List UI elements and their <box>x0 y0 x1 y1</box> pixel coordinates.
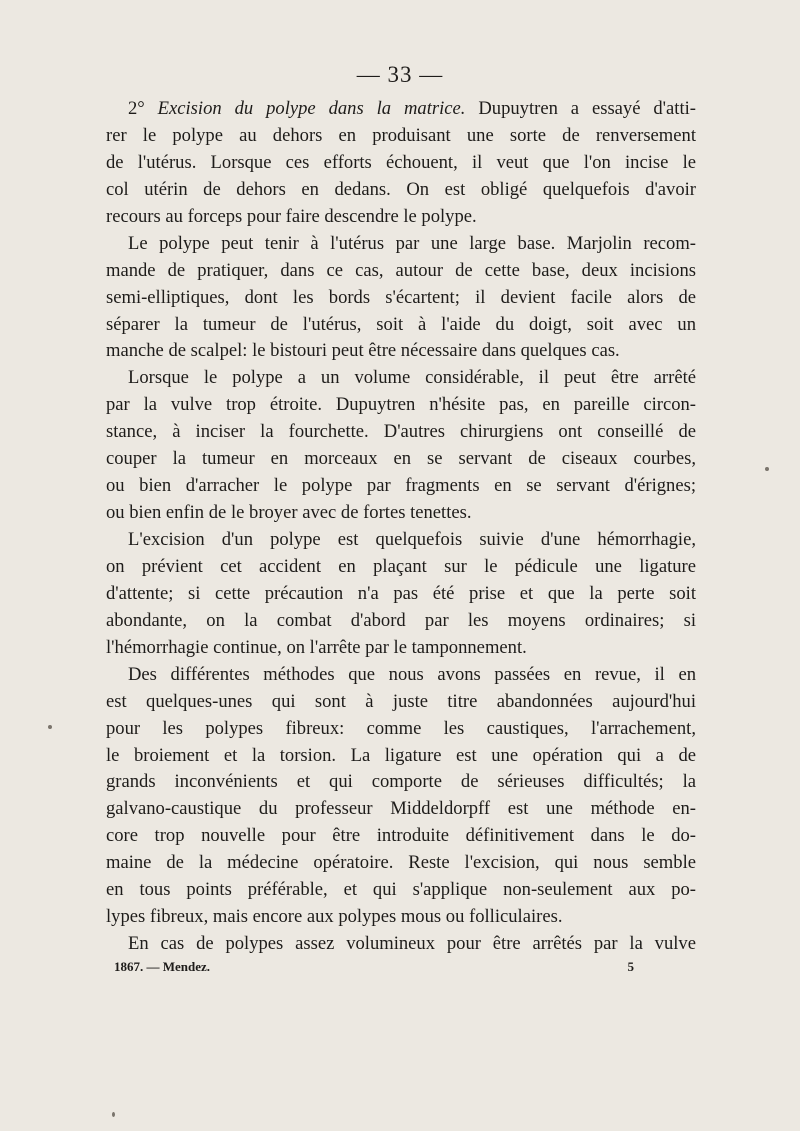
text-line: galvano-caustique du professeur Middeldorpff est une méthode en- <box>106 798 696 820</box>
text-line: recours au forceps pour faire descendre le polype. <box>106 205 477 227</box>
text-line: maine de la médecine opératoire. Reste l'excision, qui nous semble <box>106 852 696 874</box>
text-line: couper la tumeur en morceaux en se servant de ciseaux courbes, <box>106 448 696 470</box>
footer-sheet-number: 5 <box>627 959 634 974</box>
text-line: mande de pratiquer, dans ce cas, autour de cette base, deux incisions <box>106 259 696 281</box>
footer-signature: 1867. — Mendez. <box>114 959 211 974</box>
body-text <box>106 96 696 958</box>
text-line: Lorsque le polype a un volume considérable, il peut être arrêté <box>128 367 696 389</box>
section-heading-italic: Excision du polype dans la matrice. <box>157 98 466 119</box>
text-line: rer le polype au dehors en produisant une sorte de renversement <box>106 124 696 146</box>
text-line: Le polype peut tenir à l'utérus par une large base. Marjolin recom- <box>128 232 696 254</box>
text-line: on prévient cet accident en plaçant sur le pédicule une ligature <box>106 555 696 577</box>
text-line: stance, à inciser la fourchette. D'autres chirurgiens ont conseillé de <box>106 421 696 443</box>
text-line: en tous points préférable, et qui s'applique non-seulement aux po- <box>106 879 696 901</box>
text-line: d'attente; si cette précaution n'a pas été prise et que la perte soit <box>106 582 696 604</box>
text-line: col utérin de dehors en dedans. On est obligé quelquefois d'avoir <box>106 178 696 200</box>
text-line: de l'utérus. Lorsque ces efforts échouent, il veut que l'on incise le <box>106 151 696 173</box>
text-line: L'excision d'un polype est quelquefois suivie d'une hémorrhagie, <box>128 529 696 550</box>
text-line: séparer la tumeur de l'utérus, soit à l'aide du doigt, soit avec un <box>106 313 696 335</box>
text-line: 2° Excision du polype dans la matrice. Dupuytren a essayé d'atti- <box>128 98 696 119</box>
text-line: l'hémorrhagie continue, on l'arrête par le tamponnement. <box>106 636 527 658</box>
page-number: — 33 — <box>356 62 444 87</box>
text-line: ou bien d'arracher le polype par fragments en se servant d'érignes; <box>106 475 696 497</box>
text-line: Des différentes méthodes que nous avons passées en revue, il en <box>128 663 696 685</box>
text-line: manche de scalpel: le bistouri peut être nécessaire dans quelques cas. <box>106 340 620 362</box>
text-line: le broiement et la torsion. La ligature est une opération qui a de <box>106 744 696 766</box>
text-line: par la vulve trop étroite. Dupuytren n'hésite pas, en pareille circon- <box>106 394 696 416</box>
text-line: est quelques-unes qui sont à juste titre abandonnées aujourd'hui <box>106 690 696 712</box>
paper-speck <box>112 1112 115 1117</box>
text-line: lypes fibreux, mais encore aux polypes mous ou folliculaires. <box>106 906 563 928</box>
text-line: semi-elliptiques, dont les bords s'écartent; il devient facile alors de <box>106 286 696 308</box>
text-line: ou bien enfin de le broyer avec de fortes tenettes. <box>106 502 472 524</box>
text-line: grands inconvénients et qui comporte de sérieuses difficultés; la <box>106 771 696 793</box>
paper-speck <box>48 725 52 729</box>
text-line: En cas de polypes assez volumineux pour être arrêtés par la vulve <box>128 933 696 955</box>
text-line: core trop nouvelle pour être introduite définitivement dans le do- <box>106 825 696 847</box>
paper-speck <box>765 467 769 471</box>
text-line: abondante, on la combat d'abord par les moyens ordinaires; si <box>106 609 696 631</box>
text-line: pour les polypes fibreux: comme les caustiques, l'arrachement, <box>106 717 696 739</box>
